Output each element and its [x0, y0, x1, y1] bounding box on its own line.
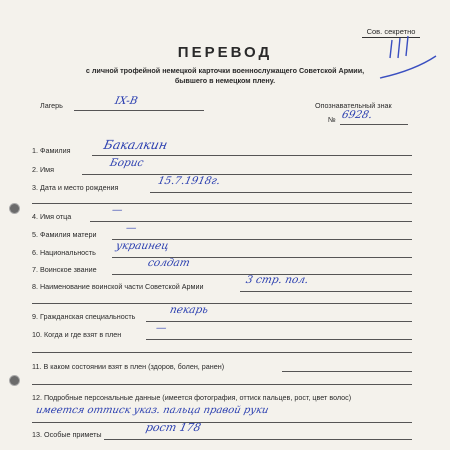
field-label-profession: 9. Гражданская специальность	[32, 312, 136, 321]
field-rule-birth	[150, 192, 412, 193]
field-rule-surname	[92, 155, 412, 156]
field-value-unit: 3 стр. пол.	[244, 274, 310, 286]
tag-label: Опознавательный знак	[315, 101, 392, 110]
field-value-marks: рост 178	[144, 421, 203, 434]
punch-hole-top	[10, 204, 19, 213]
field-label-mother: 5. Фамилия матери	[32, 230, 97, 239]
field-value-mother: —	[124, 222, 138, 234]
field-label-birth: 3. Дата и место рождения	[32, 183, 119, 192]
field-label-nationality: 6. Национальность	[32, 248, 96, 257]
field-value-nationality: украинец	[114, 240, 170, 252]
field-rule-capture-extra	[32, 352, 412, 353]
tag-prefix: №	[328, 115, 336, 124]
field-rule-condition-extra	[32, 384, 412, 385]
page-title: ПЕРЕВОД	[177, 44, 273, 61]
tag-value: 6928.	[340, 109, 374, 121]
field-rule-profession	[146, 321, 412, 322]
punch-hole-bottom	[10, 376, 19, 385]
field-rule-unit	[240, 291, 412, 292]
camp-label: Лагерь	[40, 101, 63, 110]
field-rule-marks	[104, 439, 412, 440]
field-rule-personal-data	[32, 422, 412, 423]
camp-value: IX-B	[113, 95, 139, 107]
field-label-marks: 13. Особые приметы	[32, 430, 102, 439]
field-rule-condition	[282, 371, 412, 372]
field-rule-unit-extra	[32, 303, 412, 304]
field-label-capture: 10. Когда и где взят в плен	[32, 330, 122, 339]
field-value-birth: 15.7.1918г.	[156, 175, 222, 187]
field-value-personal-data: имеется оттиск указ. пальца правой руки	[34, 405, 270, 416]
field-rule-birth-extra	[32, 203, 412, 204]
field-value-surname: Бакалкин	[102, 137, 169, 152]
secrecy-stamp: Сов. секретно	[362, 26, 420, 38]
page-subtitle: с личной трофейной немецкой карточки военнослужащего Советской Армии, бывшего в немецком плену.	[85, 66, 365, 85]
camp-rule	[74, 110, 204, 111]
field-label-personal-data: 12. Подробные персональные данные (имеется фотография, оттиск пальцев, рост, цвет волос)	[32, 393, 352, 402]
field-label-surname: 1. Фамилия	[32, 146, 71, 155]
field-label-name: 2. Имя	[32, 165, 54, 174]
field-value-rank: солдат	[146, 257, 192, 269]
field-rule-capture	[146, 339, 412, 340]
field-label-unit: 8. Наименование воинской части Советской Армии	[32, 282, 204, 291]
field-label-rank: 7. Воинское звание	[32, 265, 97, 274]
field-value-name: Борис	[108, 157, 145, 169]
tag-rule	[340, 124, 408, 125]
field-label-condition: 11. В каком состоянии взят в плен (здоров, болен, ранен)	[32, 362, 225, 371]
field-value-capture: —	[154, 322, 168, 334]
field-rule-name	[82, 174, 412, 175]
field-value-profession: пекарь	[168, 304, 210, 316]
field-label-father: 4. Имя отца	[32, 212, 72, 221]
field-value-father: —	[110, 204, 124, 216]
